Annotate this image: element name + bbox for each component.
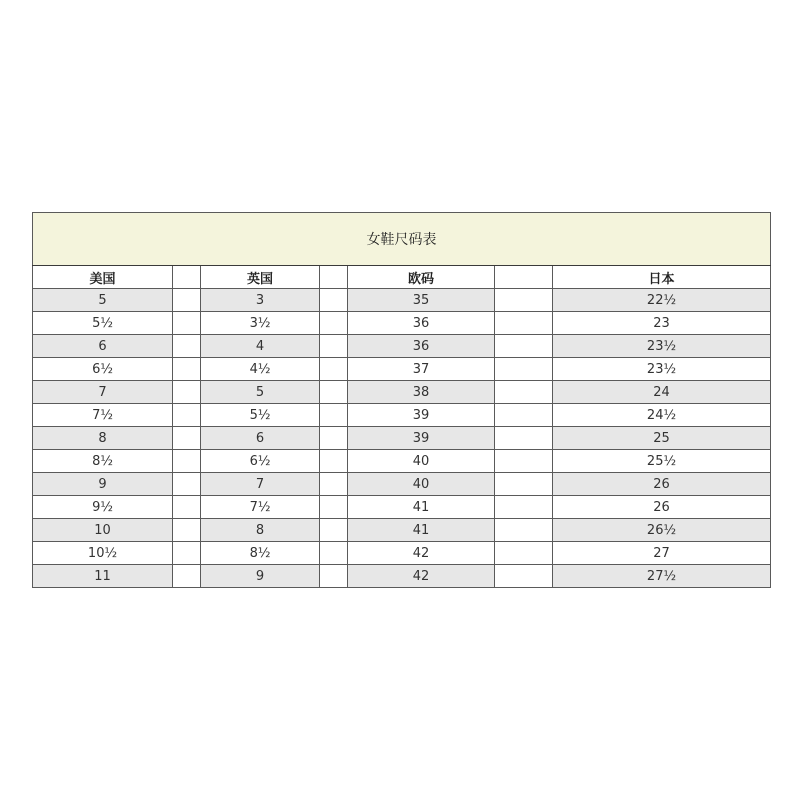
cell-us: 6½ [33, 358, 173, 381]
spacer-cell [173, 358, 201, 381]
cell-us: 9½ [33, 496, 173, 519]
cell-eu: 41 [348, 496, 495, 519]
spacer-cell [173, 450, 201, 473]
cell-uk: 8 [201, 519, 320, 542]
spacer-cell [495, 358, 553, 381]
table-row [33, 519, 771, 542]
spacer-cell [495, 289, 553, 312]
cell-eu: 39 [348, 404, 495, 427]
spacer-cell [495, 381, 553, 404]
cell-eu: 36 [348, 312, 495, 335]
table-row [33, 450, 771, 473]
spacer-cell [495, 496, 553, 519]
spacer-cell [173, 565, 201, 588]
cell-jp: 25½ [553, 450, 771, 473]
cell-eu: 38 [348, 381, 495, 404]
spacer-cell [495, 427, 553, 450]
spacer-cell [320, 381, 348, 404]
cell-jp: 23½ [553, 358, 771, 381]
spacer-cell [495, 519, 553, 542]
cell-jp: 27½ [553, 565, 771, 588]
cell-jp: 26 [553, 496, 771, 519]
spacer-cell [495, 404, 553, 427]
spacer-cell [495, 335, 553, 358]
table-row [33, 312, 771, 335]
header-spacer [320, 266, 348, 289]
spacer-cell [495, 473, 553, 496]
cell-uk: 8½ [201, 542, 320, 565]
cell-jp: 23 [553, 312, 771, 335]
table-row [33, 565, 771, 588]
cell-us: 8 [33, 427, 173, 450]
table-row [33, 496, 771, 519]
cell-uk: 3½ [201, 312, 320, 335]
cell-us: 7½ [33, 404, 173, 427]
cell-uk: 7½ [201, 496, 320, 519]
cell-us: 10½ [33, 542, 173, 565]
cell-us: 10 [33, 519, 173, 542]
cell-us: 5 [33, 289, 173, 312]
cell-us: 6 [33, 335, 173, 358]
table-body [33, 289, 771, 588]
spacer-cell [495, 312, 553, 335]
spacer-cell [173, 404, 201, 427]
table-row [33, 289, 771, 312]
cell-uk: 3 [201, 289, 320, 312]
cell-jp: 26 [553, 473, 771, 496]
header-jp: 日本 [553, 266, 771, 289]
cell-us: 5½ [33, 312, 173, 335]
spacer-cell [320, 289, 348, 312]
spacer-cell [173, 289, 201, 312]
cell-jp: 24½ [553, 404, 771, 427]
spacer-cell [320, 496, 348, 519]
cell-eu: 39 [348, 427, 495, 450]
cell-uk: 5½ [201, 404, 320, 427]
header-spacer [495, 266, 553, 289]
table-row [33, 381, 771, 404]
spacer-cell [320, 565, 348, 588]
spacer-cell [320, 473, 348, 496]
spacer-cell [320, 519, 348, 542]
cell-uk: 4½ [201, 358, 320, 381]
header-eu: 欧码 [348, 266, 495, 289]
cell-us: 11 [33, 565, 173, 588]
spacer-cell [495, 542, 553, 565]
table-row [33, 542, 771, 565]
table-row [33, 404, 771, 427]
table-row [33, 473, 771, 496]
cell-uk: 4 [201, 335, 320, 358]
cell-eu: 41 [348, 519, 495, 542]
spacer-cell [320, 542, 348, 565]
spacer-cell [173, 519, 201, 542]
spacer-cell [173, 542, 201, 565]
cell-eu: 37 [348, 358, 495, 381]
cell-uk: 9 [201, 565, 320, 588]
spacer-cell [320, 404, 348, 427]
cell-eu: 42 [348, 542, 495, 565]
table-row [33, 358, 771, 381]
cell-us: 8½ [33, 450, 173, 473]
table-row [33, 427, 771, 450]
spacer-cell [173, 473, 201, 496]
table-row [33, 335, 771, 358]
spacer-cell [495, 450, 553, 473]
spacer-cell [320, 358, 348, 381]
cell-eu: 36 [348, 335, 495, 358]
cell-eu: 35 [348, 289, 495, 312]
cell-uk: 6 [201, 427, 320, 450]
header-spacer [173, 266, 201, 289]
spacer-cell [495, 565, 553, 588]
cell-us: 9 [33, 473, 173, 496]
header-row [33, 266, 771, 289]
spacer-cell [320, 450, 348, 473]
cell-us: 7 [33, 381, 173, 404]
spacer-cell [173, 427, 201, 450]
header-uk: 英国 [201, 266, 320, 289]
cell-jp: 23½ [553, 335, 771, 358]
cell-eu: 40 [348, 450, 495, 473]
spacer-cell [173, 335, 201, 358]
cell-eu: 40 [348, 473, 495, 496]
cell-jp: 25 [553, 427, 771, 450]
spacer-cell [320, 335, 348, 358]
cell-jp: 24 [553, 381, 771, 404]
cell-uk: 7 [201, 473, 320, 496]
spacer-cell [173, 496, 201, 519]
cell-uk: 5 [201, 381, 320, 404]
spacer-cell [320, 427, 348, 450]
cell-uk: 6½ [201, 450, 320, 473]
cell-jp: 26½ [553, 519, 771, 542]
cell-jp: 27 [553, 542, 771, 565]
table-title: 女鞋尺码表 [33, 213, 771, 266]
spacer-cell [173, 312, 201, 335]
spacer-cell [173, 381, 201, 404]
cell-eu: 42 [348, 565, 495, 588]
shoe-size-table [32, 212, 771, 588]
spacer-cell [320, 312, 348, 335]
cell-jp: 22½ [553, 289, 771, 312]
header-us: 美国 [33, 266, 173, 289]
